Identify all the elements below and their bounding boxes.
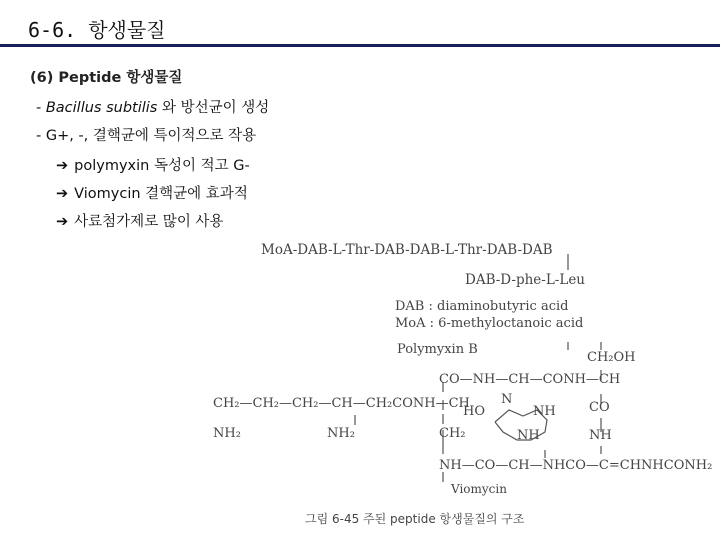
structure-figure <box>213 232 713 532</box>
sub-bullet-polymyxin <box>56 154 250 175</box>
viomycin-side-chain: CH₂—CH₂—CH₂—CH—CH₂CONH—CH <box>213 396 470 411</box>
abbr-dab: DAB : diaminobutyric acid <box>395 299 569 314</box>
ring-n: N <box>501 392 513 407</box>
sub-bullet-feed-text: 사료첨가제로 많이 사용 <box>74 214 224 230</box>
arrow-icon: ➔ <box>56 158 69 174</box>
sub-bullet-viomycin <box>56 182 248 203</box>
bullet-producer <box>36 96 269 117</box>
bullet-target: - G+, -, 결핵균에 특이적으로 작용 <box>36 128 257 144</box>
bullet-producer-text: 와 방선균이 생성 <box>157 100 270 116</box>
species-name: Bacillus subtilis <box>45 100 158 116</box>
amide-nh: NH <box>589 428 612 443</box>
arrow-icon: ➔ <box>56 186 69 202</box>
abbr-moa: MoA : 6-methyloctanoic acid <box>395 316 584 331</box>
viomycin-row-bottom: NH—CO—CH—NHCO—C=CHNHCONH₂ <box>439 458 713 473</box>
title-underline <box>0 44 720 47</box>
polymyxin-chain-branch: DAB-D-phe-L-Leu <box>465 272 586 288</box>
section-heading: (6) Peptide 항생물질 <box>30 70 183 86</box>
ring-ho: HO <box>463 404 485 419</box>
slide-title: 6-6. 항생물질 <box>28 18 166 42</box>
ring-nh: NH <box>533 404 556 419</box>
ch2oh-group: CH₂OH <box>587 350 636 365</box>
viomycin-label: Viomycin <box>451 482 507 496</box>
polymyxin-chain-main: MoA-DAB-L-Thr-DAB-DAB-L-Thr-DAB-DAB <box>261 242 553 258</box>
sub-bullet-polymyxin-text: polymyxin 독성이 적고 G- <box>74 158 250 174</box>
carbonyl-co: CO <box>589 400 610 415</box>
amine-nh2-mid: NH₂ <box>327 426 355 441</box>
amine-nh2-left: NH₂ <box>213 426 241 441</box>
polymyxin-label: Polymyxin B <box>397 342 478 357</box>
viomycin-row-top: CO—NH—CH—CONH—CH <box>439 372 621 387</box>
sub-bullet-feed <box>56 210 223 231</box>
figure-caption: 그림 6-45 주된 peptide 항생물질의 구조 <box>305 512 525 526</box>
methylene-ch2: CH₂ <box>439 426 466 441</box>
bullet-dash: - <box>36 100 46 116</box>
ring-nh-lower: NH <box>517 428 540 443</box>
arrow-icon: ➔ <box>56 214 69 230</box>
sub-bullet-viomycin-text: Viomycin 결핵균에 효과적 <box>74 186 248 202</box>
